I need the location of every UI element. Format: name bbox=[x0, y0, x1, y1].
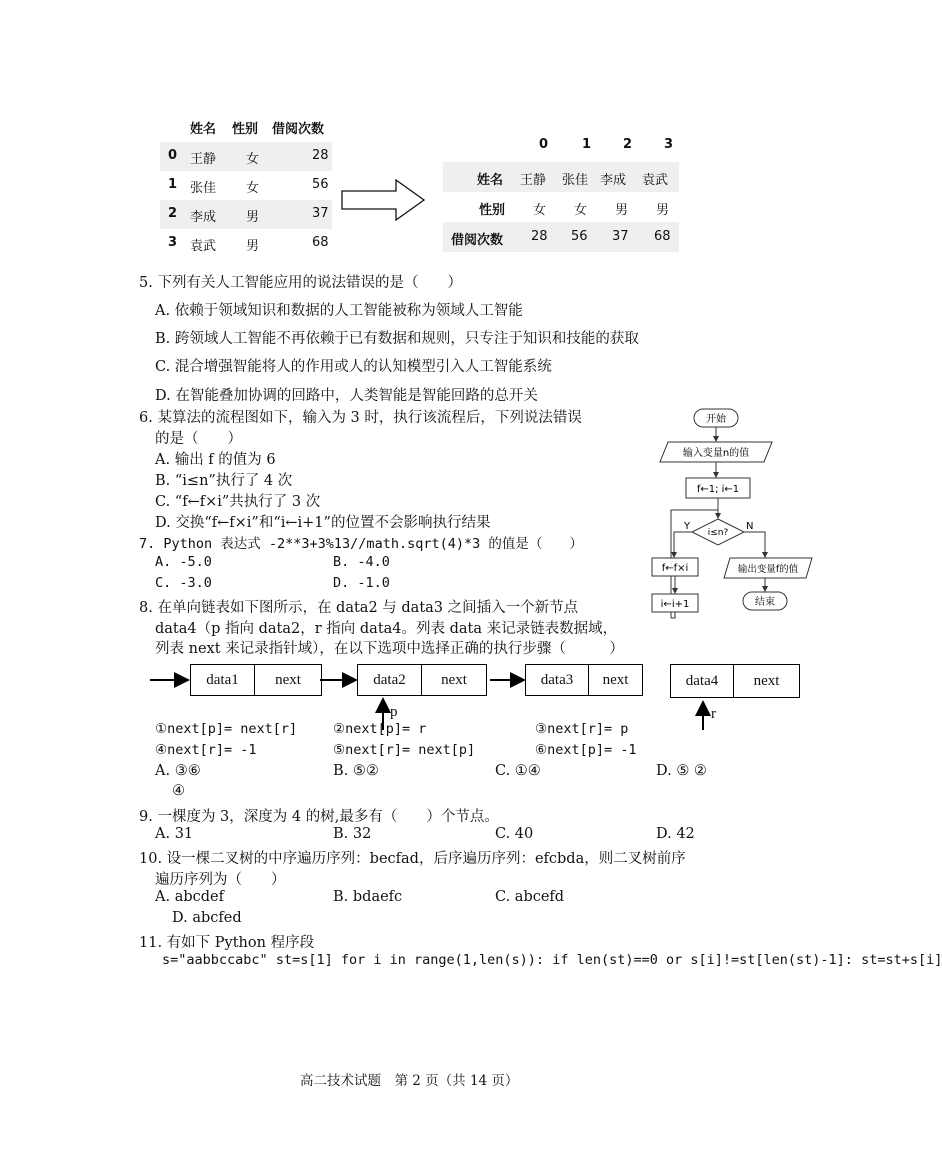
df-cell-sex: 女 bbox=[246, 152, 260, 167]
dataframe-transposed bbox=[443, 130, 679, 252]
q11-stem: 11. 有如下 Python 程序段 bbox=[139, 935, 315, 951]
df2-header bbox=[443, 130, 679, 160]
q8-stem-line3: 列表 next 来记录指针域），在以下选项中选择正确的执行步骤（ ） bbox=[155, 641, 624, 657]
df-cell-count: 37 bbox=[312, 206, 329, 221]
q6-option-c: C. “f←f×i”共执行了 3 次 bbox=[155, 494, 321, 510]
transpose-arrow-icon bbox=[340, 178, 426, 222]
q8-option-a: A. ③⑥ bbox=[155, 763, 201, 779]
q5-option-a: A. 依赖于领域知识和数据的人工智能被称为领域人工智能 bbox=[155, 303, 523, 319]
df-col-count: 借阅次数 bbox=[272, 122, 325, 137]
q8-option-d: D. ⑤ ② bbox=[656, 763, 707, 779]
q8-option-b: B. ⑤② bbox=[333, 763, 379, 779]
df-cell-sex: 女 bbox=[246, 181, 260, 196]
df-cell-name: 王静 bbox=[190, 152, 217, 167]
df2-cell: 男 bbox=[615, 203, 629, 218]
q6-option-b: B. “i≤n”执行了 4 次 bbox=[155, 473, 293, 489]
df2-col: 3 bbox=[664, 137, 674, 152]
df-cell-count: 28 bbox=[312, 148, 329, 163]
df2-cell: 男 bbox=[656, 203, 670, 218]
q8-stem-line2: data4（p 指向 data2，r 指向 data4。列表 data 来记录链表数据域， bbox=[155, 621, 618, 637]
df2-cell: 56 bbox=[571, 229, 588, 244]
node-data: data3 bbox=[540, 671, 574, 688]
flow-increment-label: i←i+1 bbox=[660, 599, 690, 610]
q7-option-c: C. -3.0 bbox=[155, 575, 212, 591]
node-next: next bbox=[588, 665, 642, 695]
df-row-index: 2 bbox=[168, 206, 178, 221]
q10-option-a: A. abcdef bbox=[155, 889, 224, 905]
df-cell-count: 56 bbox=[312, 177, 329, 192]
q11-code-block bbox=[162, 949, 942, 972]
node-data: data4 bbox=[685, 672, 719, 689]
df-cell-name: 李成 bbox=[190, 210, 217, 225]
code-line: for i in range(1,len(s)): bbox=[340, 952, 545, 968]
df2-row bbox=[443, 192, 679, 222]
q9-option-c: C. 40 bbox=[495, 826, 534, 842]
q8-step-5: ⑤next[r]= next[p] bbox=[333, 742, 476, 758]
q8-option-d-cont: ④ bbox=[172, 783, 185, 799]
df-col-name: 姓名 bbox=[190, 122, 217, 137]
q7-option-d: D. -1.0 bbox=[333, 575, 390, 591]
linked-list-node-2 bbox=[357, 664, 487, 696]
q8-step-1: ①next[p]= next[r] bbox=[155, 721, 298, 737]
q8-step-3: ③next[r]= p bbox=[535, 721, 629, 737]
flow-end-label: 结束 bbox=[755, 597, 775, 608]
df2-cell: 女 bbox=[533, 203, 547, 218]
flowchart-diagram bbox=[640, 400, 840, 625]
df-header bbox=[160, 112, 332, 141]
q10-stem-line2: 遍历序列为（ ） bbox=[155, 872, 286, 888]
node-next: next bbox=[733, 665, 799, 697]
q9-stem: 9. 一棵度为 3，深度为 4 的树,最多有（ ）个节点。 bbox=[139, 809, 499, 825]
df2-cell: 37 bbox=[612, 229, 629, 244]
df-col-sex: 性别 bbox=[232, 122, 259, 137]
page-footer: 高二技术试题 第 2 页（共 14 页） bbox=[300, 1073, 519, 1089]
df-cell-count: 68 bbox=[312, 235, 329, 250]
q7-stem: 7. Python 表达式 -2**3+3%13//math.sqrt(4)*3 的值是（ ） bbox=[139, 536, 583, 552]
df-cell-sex: 男 bbox=[246, 210, 260, 225]
q5-option-b: B. 跨领域人工智能不再依赖于已有数据和规则，只专注于知识和技能的获取 bbox=[155, 331, 639, 347]
flow-condition-label: i≤n? bbox=[707, 528, 729, 538]
flow-init-label: f←1; i←1 bbox=[696, 484, 740, 495]
q8-step-6: ⑥next[p]= -1 bbox=[535, 742, 637, 758]
code-line: st=st+s[i] bbox=[861, 952, 942, 968]
q6-stem-line2: 的是（ ） bbox=[155, 431, 242, 447]
q6-option-a: A. 输出 f 的值为 6 bbox=[155, 452, 276, 468]
code-line: s="aabbccabc" bbox=[162, 952, 268, 968]
q10-stem-line1: 10. 设一棵二叉树的中序遍历序列：becfad，后序遍历序列：efcbda，则二叉树前序 bbox=[139, 851, 686, 867]
df-cell-name: 袁武 bbox=[190, 239, 217, 254]
df2-row-label: 借阅次数 bbox=[451, 233, 504, 248]
df2-cell: 68 bbox=[654, 229, 671, 244]
df2-col: 0 bbox=[539, 137, 549, 152]
df2-cell: 袁武 bbox=[642, 173, 669, 188]
flow-yes-label: Y bbox=[684, 521, 691, 532]
df-cell-sex: 男 bbox=[246, 239, 260, 254]
q9-option-b: B. 32 bbox=[333, 826, 372, 842]
flow-start-label: 开始 bbox=[706, 414, 726, 425]
q9-option-d: D. 42 bbox=[656, 826, 695, 842]
q10-option-b: B. bdaefc bbox=[333, 889, 403, 905]
pointer-r-label: r bbox=[711, 706, 716, 722]
flow-multiply-label: f←f×i bbox=[661, 563, 689, 574]
linked-list-node-4 bbox=[670, 664, 800, 698]
df2-row-label: 姓名 bbox=[477, 173, 504, 188]
df2-cell: 张佳 bbox=[562, 173, 589, 188]
df-cell-name: 张佳 bbox=[190, 181, 217, 196]
q5-option-c: C. 混合增强智能将人的作用或人的认知模型引入人工智能系统 bbox=[155, 359, 552, 375]
q8-step-4: ④next[r]= -1 bbox=[155, 742, 257, 758]
df-row bbox=[160, 200, 332, 229]
df2-col: 2 bbox=[623, 137, 633, 152]
df2-row-label: 性别 bbox=[479, 203, 506, 218]
df-row bbox=[160, 171, 332, 200]
node-next: next bbox=[421, 665, 486, 695]
df2-cell: 李成 bbox=[600, 173, 627, 188]
q6-stem-line1: 6. 某算法的流程图如下，输入为 3 时，执行该流程后，下列说法错误 bbox=[139, 410, 582, 426]
node-data: data1 bbox=[206, 671, 239, 688]
code-line: if len(st)==0 or s[i]!=st[len(st)-1]: bbox=[552, 952, 853, 968]
df2-cell: 28 bbox=[531, 229, 548, 244]
code-line: st=s[1] bbox=[275, 952, 333, 968]
flow-output-label: 输出变量f的值 bbox=[737, 564, 799, 575]
q8-stem-line1: 8. 在单向链表如下图所示，在 data2 与 data3 之间插入一个新节点 bbox=[139, 600, 579, 616]
q7-option-b: B. -4.0 bbox=[333, 554, 390, 570]
node-next: next bbox=[254, 665, 321, 695]
df-row-index: 1 bbox=[168, 177, 178, 192]
flow-input-label: 输入变量n的值 bbox=[682, 448, 750, 459]
q6-option-d: D. 交换“f←f×i”和“i←i+1”的位置不会影响执行结果 bbox=[155, 515, 491, 531]
pointer-p-label: p bbox=[390, 704, 398, 720]
q9-option-a: A. 31 bbox=[155, 826, 194, 842]
df2-col: 1 bbox=[582, 137, 592, 152]
linked-list-node-1 bbox=[190, 664, 322, 696]
q10-option-c: C. abcefd bbox=[495, 889, 565, 905]
df-row-index: 0 bbox=[168, 148, 178, 163]
q5-option-d: D. 在智能叠加协调的回路中，人类智能是智能回路的总开关 bbox=[155, 388, 538, 404]
q10-option-d: D. abcfed bbox=[172, 910, 242, 926]
q8-option-c: C. ①④ bbox=[495, 763, 541, 779]
df-row bbox=[160, 142, 332, 171]
q7-option-a: A. -5.0 bbox=[155, 554, 212, 570]
flow-no-label: N bbox=[746, 521, 754, 532]
df2-cell: 女 bbox=[574, 203, 588, 218]
df2-row bbox=[443, 162, 679, 192]
df2-row bbox=[443, 222, 679, 252]
df-row bbox=[160, 229, 332, 258]
node-data: data2 bbox=[373, 671, 406, 688]
q8-step-2: ②next[p]= r bbox=[333, 721, 427, 737]
linked-list-node-3 bbox=[525, 664, 643, 696]
df2-cell: 王静 bbox=[520, 173, 547, 188]
q5-stem: 5. 下列有关人工智能应用的说法错误的是（ ） bbox=[139, 275, 462, 291]
df-row-index: 3 bbox=[168, 235, 178, 250]
